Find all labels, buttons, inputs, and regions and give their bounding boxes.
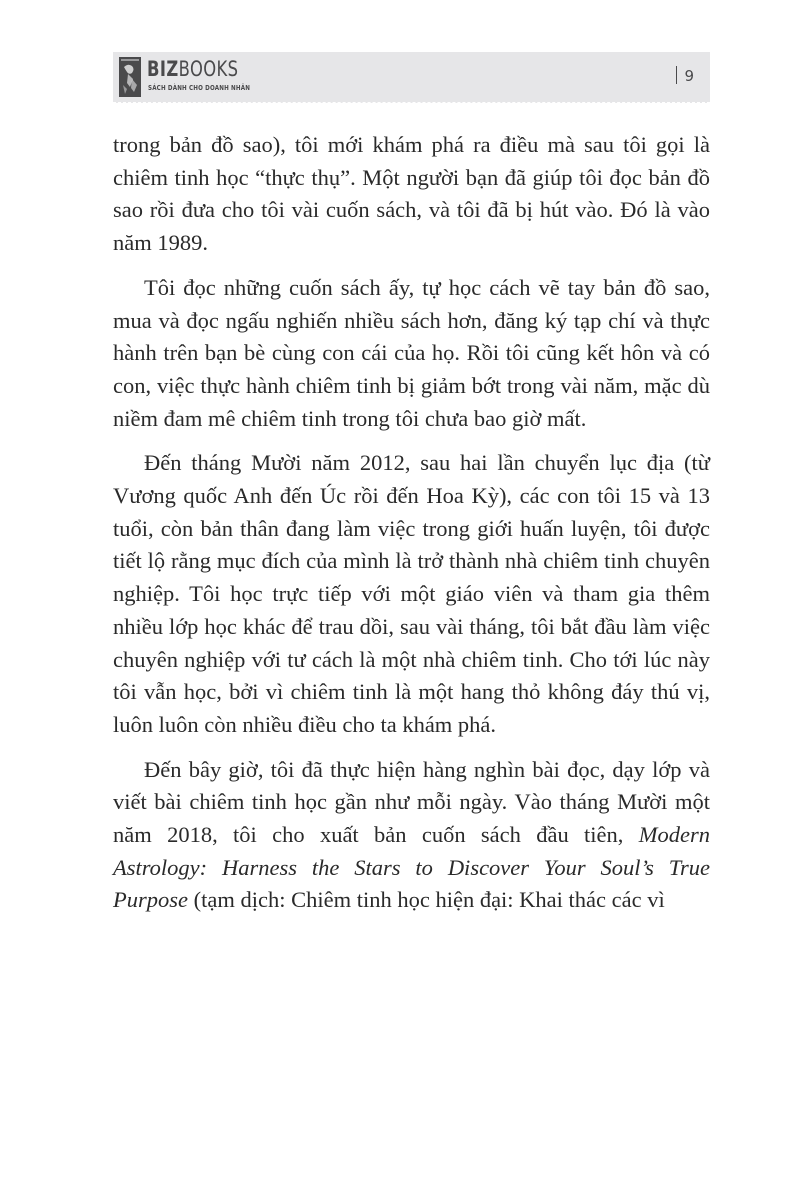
paragraph-text: (tạm dịch: Chiêm tinh học hiện đại: Khai thác các vì (188, 887, 665, 913)
running-header (113, 52, 710, 103)
book-title: Modern Astrology: Harness the Stars to Discover Your Soul’s True Purpose (113, 822, 710, 913)
page-number (676, 66, 694, 85)
paragraph: Tôi đọc những cuốn sách ấy, tự học cách vẽ tay bản đồ sao, mua và đọc ngấu nghiến nhiều sách hơn, đăng ký tạp chí và thực hành trên bạn bè cùng con cái của họ. Rồi tôi cũng kết hôn và có con, việc thực hành chiêm tinh bị giảm bớt trong vài năm, mặc dù niềm đam mê chiêm tinh trong tôi chưa bao giờ mất. (113, 274, 710, 431)
page-body (113, 129, 710, 929)
logo-wordmark: BIZBOOKS (147, 57, 239, 81)
paragraph-text: Đến bây giờ, tôi đã thực hiện hàng nghìn bài đọc, dạy lớp và viết bài chiêm tinh học gần như mỗi ngày. Vào tháng Mười một năm 2018, tôi cho xuất bản cuốn sách đầu tiên, (113, 756, 710, 848)
page-number-divider (676, 66, 677, 84)
paragraph: trong bản đồ sao), tôi mới khám phá ra điều mà sau tôi gọi là chiêm tinh học “thực thụ”. Một người bạn đã giúp tôi đọc bản đồ sao rồi đưa cho tôi vài cuốn sách, và tôi đã bị hút vào. Đó là vào năm 1989. (113, 132, 710, 256)
paragraph (113, 754, 710, 918)
logo-tagline: SÁCH DÀNH CHO DOANH NHÂN (148, 84, 251, 92)
logo-emblem-icon (119, 57, 141, 97)
paragraph: Đến tháng Mười năm 2012, sau hai lần chuyển lục địa (từ Vương quốc Anh đến Úc rồi đến Hoa Kỳ), các con tôi 15 và 13 tuổi, còn bản thân đang làm việc trong giới huấn luyện, tôi được tiết lộ rằng mục đích của mình là trở thành nhà chiêm tinh chuyên nghiệp. Tôi học trực tiếp với một giáo viên và tham gia thêm nhiều lớp học khác để trau dồi, sau vài tháng, tôi bắt đầu làm việc chuyên nghiệp với tư cách là một nhà chiêm tinh. Cho tới lúc này tôi vẫn học, bởi vì chiêm tinh là một hang thỏ không đáy thú vị, luôn luôn còn nhiều điều cho ta khám phá. (113, 450, 710, 737)
bizbooks-logo (117, 55, 267, 99)
page-number-value: 9 (684, 67, 694, 85)
